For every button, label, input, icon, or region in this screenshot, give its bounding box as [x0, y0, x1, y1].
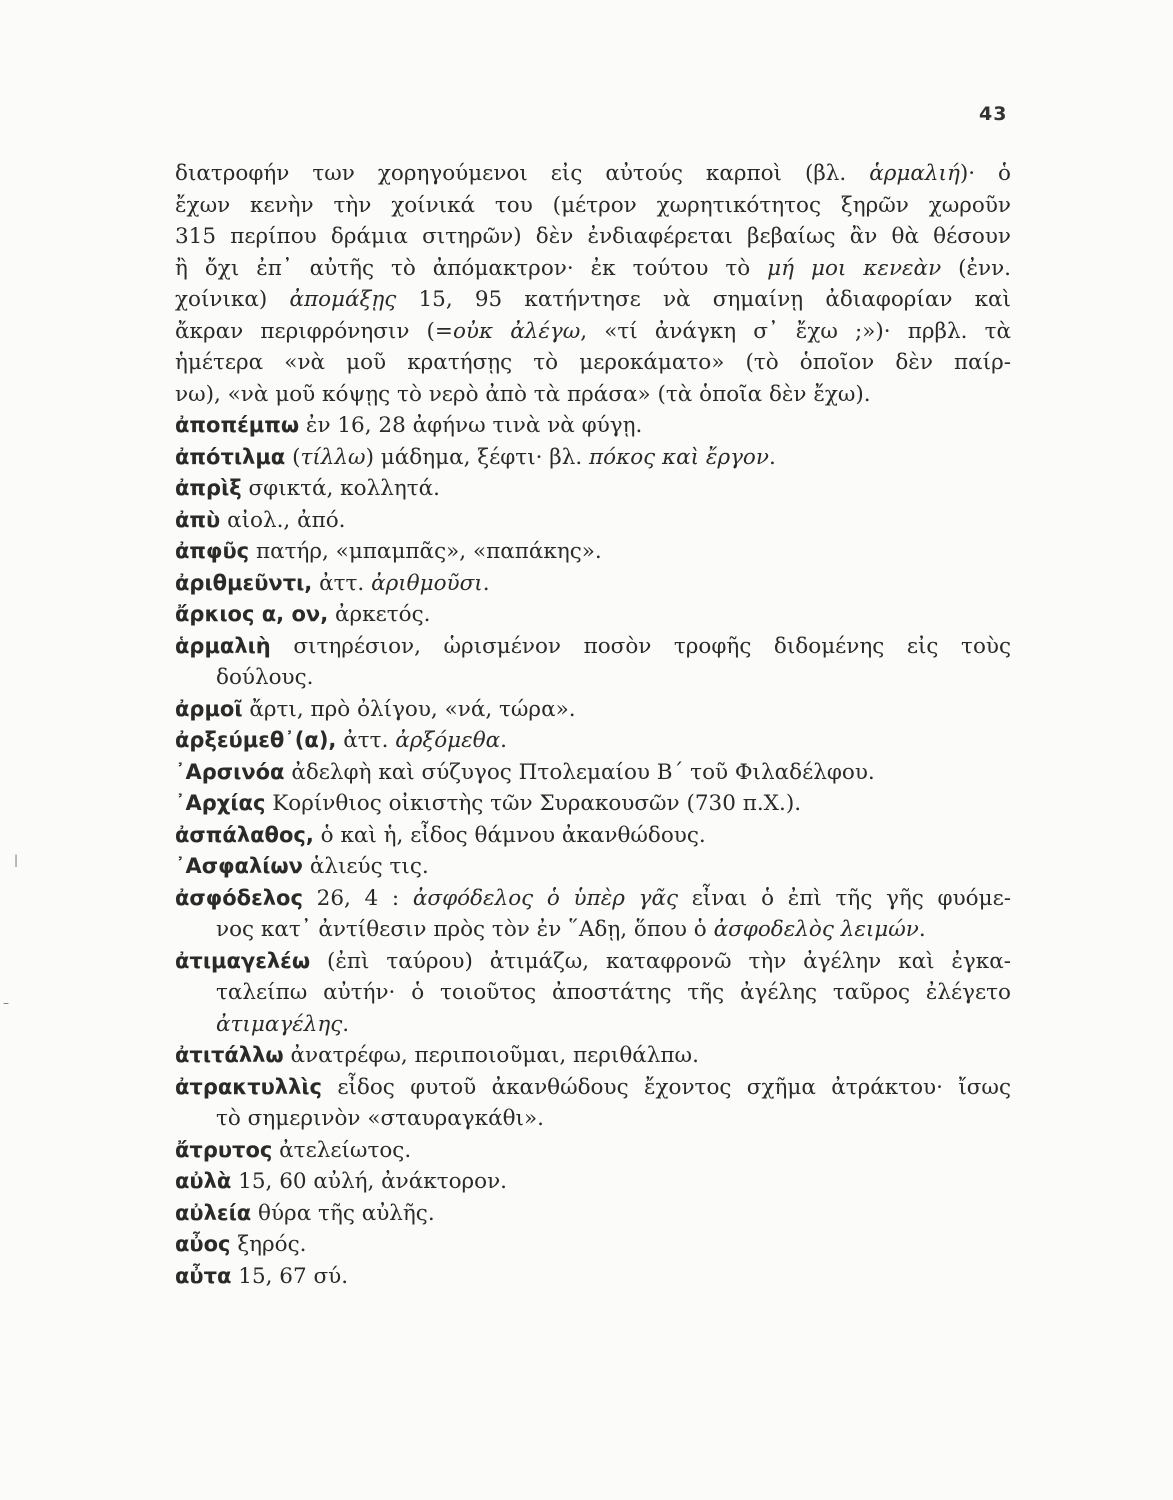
entry-line [175, 694, 1011, 726]
text-segment: (ἐνν. [941, 255, 1011, 281]
headword: ἀτρακτυλλὶς [175, 1074, 322, 1099]
entry-line [175, 757, 1011, 789]
headword: ἄρκιος α, ον, [175, 602, 329, 626]
text-segment: χοίνικα) [175, 287, 290, 312]
text-segment: νω), «νὰ μοῦ κόψῃς τὸ νερὸ ἀπὸ τὰ πράσα» (τὰ ὁποῖα δὲν ἔχω). [175, 381, 871, 407]
text-line [175, 347, 1011, 379]
headword: ᾽Αρσινόα [175, 759, 285, 784]
text-segment: ἁλιεύς τις. [303, 854, 429, 879]
margin-mark: | [14, 853, 19, 867]
headword: αὐλεία [175, 1200, 252, 1225]
text-segment: ὁ καὶ ἡ, εἶδος θάμνου ἀκανθώδους. [313, 822, 706, 848]
headword: αὖος [175, 1232, 231, 1256]
text-segment: Κορίνθιος οἰκιστὴς τῶν Συρακουσῶν (730 π.Χ.). [265, 791, 802, 816]
text-segment: ἀττ. [336, 728, 396, 753]
text-segment: . [918, 917, 926, 942]
headword: ἀπρὶξ [175, 476, 242, 500]
text-line [175, 1009, 1011, 1041]
headword: ἀτιμαγελέω [175, 948, 311, 973]
italic-text: ἀρξόμεθα [395, 728, 501, 753]
entry-line [175, 946, 1011, 978]
text-segment: ταλείπω αὐτήν· ὁ τοιοῦτος ἀποστάτης τῆς ἀγέλης ταῦρος ἐλέγετο [216, 980, 1011, 1005]
entry-line [175, 473, 1011, 505]
italic-text: τίλλω [300, 444, 366, 470]
italic-text: μή μοι κενεὰν [767, 255, 942, 281]
text-segment: θύρα τῆς αὐλῆς. [251, 1200, 435, 1226]
text-line [175, 190, 1011, 222]
text-line [175, 662, 1011, 694]
headword: ᾽Ασφαλίων [175, 854, 303, 878]
text-segment: διατροφήν των χορηγούμενοι εἰς αὐτούς καρποὶ (βλ. [175, 161, 870, 186]
text-line [175, 914, 1011, 946]
headword: ἀπὺ [175, 507, 221, 532]
headword: ἀρμοῖ [175, 696, 243, 721]
text-segment: δούλους. [216, 665, 314, 690]
text-segment: ἄκραν περιφρόνησιν (= [175, 318, 453, 344]
text-segment: πατήρ, «μπαμπᾶς», «παπάκης». [249, 539, 602, 564]
headword: ἀτιτάλλω [175, 1043, 284, 1067]
entry-line [175, 599, 1011, 631]
italic-text: ἀσφοδελὸς λειμών [713, 917, 919, 942]
text-segment: ἀδελφὴ καὶ σύζυγος Πτολεμαίου Β΄ τοῦ Φιλαδέλφου. [284, 759, 875, 785]
headword: αὐλὰ [175, 1169, 232, 1193]
headword: αὖτα [175, 1263, 232, 1288]
headword: ἀριθμεῦντι, [175, 570, 313, 595]
text-segment: 315 περίπου δράμια σιτηρῶν) δὲν ἐνδιαφέρεται βεβαίως ἂν θὰ θέσουν [175, 224, 1011, 249]
headword: ἄτρυτος [175, 1137, 273, 1162]
text-segment: . [342, 1011, 350, 1037]
italic-text: ἁρμαλιή [869, 161, 960, 186]
text-segment: . [768, 444, 776, 470]
text-segment: ἐν 16, 28 ἀφήνω τινὰ νὰ φύγῃ. [299, 413, 643, 438]
text-segment: . [482, 570, 490, 596]
glossary-text [175, 158, 1011, 1292]
entry-line [175, 883, 1011, 915]
text-segment: ἔχων κενὴν τὴν χοίνικά του (μέτρον χωρητικότητος ξηρῶν χωροῦν [175, 192, 1011, 218]
text-segment: ἄρτι, πρὸ ὀλίγου, «νά, τώρα». [242, 696, 576, 722]
text-line [175, 977, 1011, 1009]
entry-line [175, 631, 1011, 663]
headword: ἀσπάλαθος, [175, 822, 314, 847]
headword: ἀπότιλμα [175, 444, 286, 469]
text-segment: ξηρός. [230, 1232, 307, 1257]
text-segment: τὸ σημερινὸν «σταυραγκάθι». [216, 1106, 544, 1131]
headword: ἀπφῦς [175, 539, 250, 563]
headword: ἀσφόδελος [175, 885, 303, 910]
text-segment: 26, 4 : [302, 885, 413, 911]
entry-line [175, 536, 1011, 568]
entry-line [175, 1072, 1011, 1104]
text-segment: 15, 67 σύ. [231, 1263, 349, 1289]
entry-line [175, 1135, 1011, 1167]
entry-line [175, 725, 1011, 757]
entry-line [175, 568, 1011, 600]
text-segment: ἀνατρέφω, περιποιοῦμαι, περιθάλπω. [283, 1043, 699, 1068]
page-number: 43 [979, 103, 1008, 125]
text-segment: . [500, 728, 507, 753]
text-segment: ἀρκετός. [328, 602, 431, 627]
italic-text: πόκος καὶ ἔργον [589, 444, 769, 470]
text-line [175, 253, 1011, 285]
text-segment: νος κατ᾽ ἀντίθεσιν πρὸς τὸν ἐν ῞Αδῃ, ὅπου ὁ [216, 917, 714, 942]
entry-line [175, 1229, 1011, 1261]
headword: ἀρξεύμεθ᾽(α), [175, 728, 337, 752]
entry-line [175, 788, 1011, 820]
text-line [175, 1103, 1011, 1135]
entry-line [175, 505, 1011, 537]
entry-line [175, 851, 1011, 883]
entry-line [175, 1198, 1011, 1230]
margin-mark: – [3, 996, 9, 1010]
text-segment: ἀτελείωτος. [272, 1137, 412, 1163]
text-segment: ( [285, 444, 301, 470]
italic-text: ἀριθμοῦσι [371, 570, 483, 596]
text-segment: )· ὁ [959, 161, 1011, 186]
italic-text: ἀτιμαγέλης [216, 1011, 343, 1037]
text-segment: ) μάδημα, ξέφτι· βλ. [365, 444, 590, 470]
text-segment: ἀττ. [312, 570, 372, 596]
entry-line [175, 1040, 1011, 1072]
entry-line [175, 820, 1011, 852]
headword: ἀποπέμπω [175, 413, 300, 437]
text-segment: 15, 95 κατήντησε νὰ σημαίνῃ ἀδιαφορίαν καὶ [396, 287, 1011, 312]
entry-line [175, 442, 1011, 474]
text-segment: σιτηρέσιον, ὡρισμένον ποσὸν τροφῆς διδομένης εἰς τοὺς [270, 633, 1011, 659]
headword: ᾽Αρχίας [175, 791, 266, 815]
italic-text: ἀπομάξῃς [289, 287, 397, 312]
text-segment: 15, 60 αὐλή, ἀνάκτορον. [231, 1169, 508, 1194]
text-segment: εἶναι ὁ ἐπὶ τῆς γῆς φυόμε- [678, 885, 1011, 911]
text-segment: αἰολ., ἀπό. [220, 507, 346, 533]
text-segment: εἶδος φυτοῦ ἀκανθώδους ἔχοντος σχῆμα ἀτράκτου· ἴσως [322, 1074, 1011, 1100]
text-segment: (ἐπὶ ταύρου) ἀτιμάζω, καταφρονῶ τὴν ἀγέλην καὶ ἐγκα- [310, 948, 1011, 974]
text-segment: , «τί ἀνάγκη σ᾽ ἔχω ;»)· πρβλ. τὰ [580, 318, 1011, 344]
italic-text: ἀσφόδελος ὁ ὑπὲρ γᾶς [412, 885, 679, 911]
italic-text: οὐκ ἀλέγω [452, 318, 581, 344]
text-line [175, 221, 1011, 253]
text-line [175, 158, 1011, 190]
entry-line [175, 410, 1011, 442]
text-segment: ἡμέτερα «νὰ μοῦ κρατήσῃς τὸ μεροκάματο» (τὸ ὁποῖον δὲν παίρ- [175, 350, 1011, 375]
entry-line [175, 1166, 1011, 1198]
text-line [175, 379, 1011, 411]
text-segment: σφικτά, κολλητά. [241, 476, 440, 501]
text-line [175, 316, 1011, 348]
text-segment: ἢ ὄχι ἐπ᾽ αὐτῆς τὸ ἀπόμακτρον· ἐκ τούτου τὸ [175, 255, 768, 281]
text-line [175, 284, 1011, 316]
headword: ἁρμαλιὴ [175, 633, 271, 658]
entry-line [175, 1261, 1011, 1293]
